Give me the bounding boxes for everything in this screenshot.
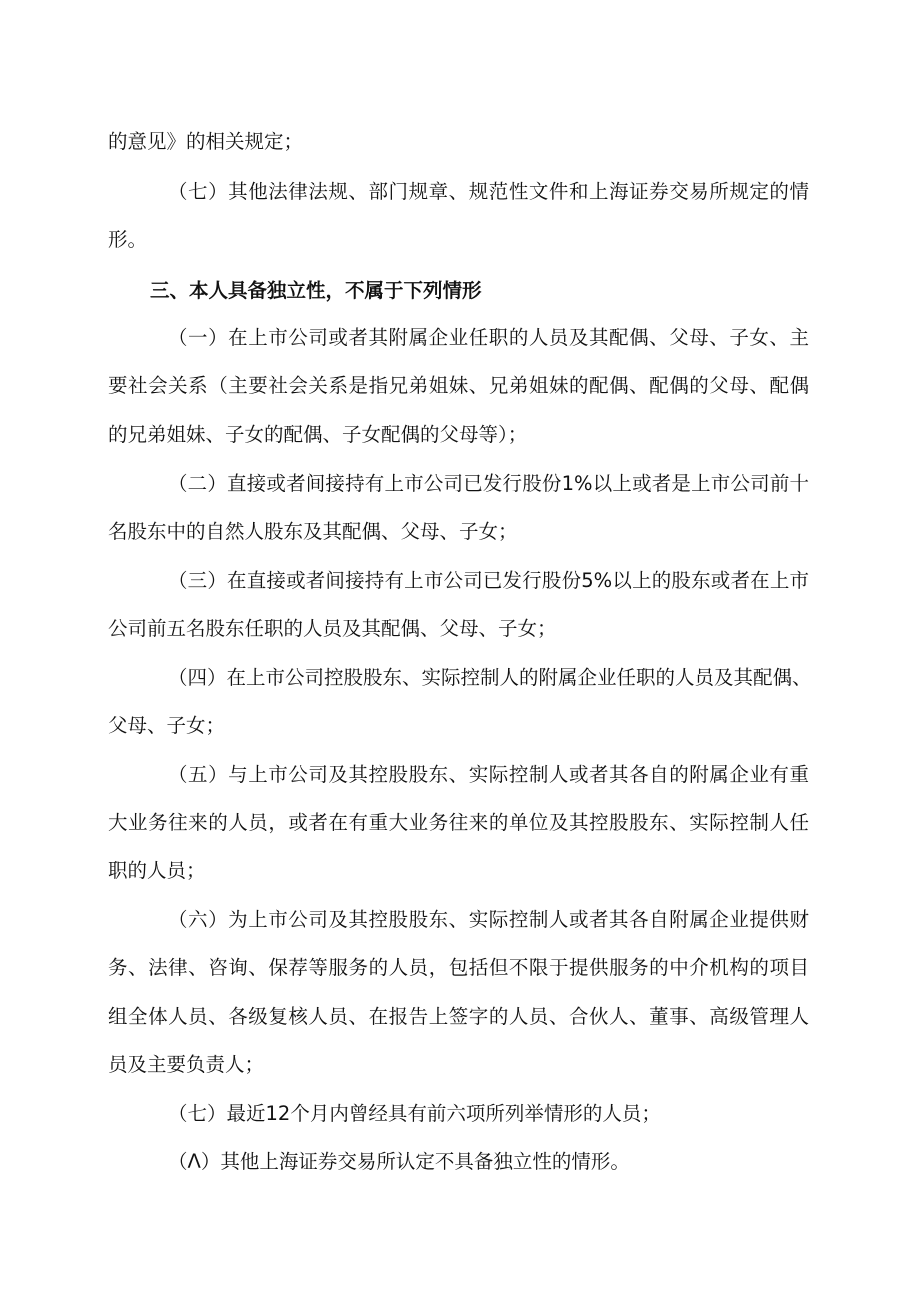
paragraph-item-5-line-3: 职的人员； [108,859,206,882]
paragraph-item-5-line-1: （五）与上市公司及其控股股东、实际控制人或者其各自的附属企业有重 [168,763,809,786]
text-line: 的意见》的相关规定； [108,130,304,153]
paragraph-item-2-line-1: （二）直接或者间接持有上市公司已发行股份1%以上或者是上市公司前十 [168,472,809,495]
paragraph-item-1-line-1: （一）在上市公司或者其附属企业任职的人员及其配偶、父母、子女、主 [168,326,809,349]
paragraph-item-3-line-1: （三）在直接或者间接持有上市公司已发行股份5%以上的股东或者在上市 [168,569,809,592]
paragraph-item-7-line-2: 形。 [108,228,148,251]
paragraph-item-4-line-1: （四）在上市公司控股股东、实际控制人的附属企业任职的人员及其配偶、 [168,666,812,689]
paragraph-item-6-line-2: 务、法律、咨询、保荐等服务的人员，包括但不限于提供服务的中介机构的项目 [108,956,809,979]
paragraph-item-1-line-3: 的兄弟姐妹、子女的配偶、子女配偶的父母等）； [108,423,528,446]
paragraph-item-8: （Λ）其他上海证券交易所认定不具备独立性的情形。 [168,1150,630,1173]
paragraph-item-6-line-1: （六）为上市公司及其控股股东、实际控制人或者其各自附属企业提供财 [168,908,809,931]
paragraph-item-4-line-2: 父母、子女； [108,714,226,737]
paragraph-item-7-line-1: （七）其他法律法规、部门规章、规范性文件和上海证券交易所规定的情 [168,180,809,203]
paragraph-item-1-line-2: 要社会关系（主要社会关系是指兄弟姐妹、兄弟姐妹的配偶、配偶的父母、配偶 [108,374,809,397]
paragraph-item-6-line-4: 员及主要负责人； [108,1053,265,1076]
paragraph-item-3-line-2: 公司前五名股东任职的人员及其配偶、父母、子女； [108,617,557,640]
paragraph-item-7b: （七）最近12个月内曾经具有前六项所列举情形的人员； [168,1102,661,1125]
paragraph-item-2-line-2: 名股东中的自然人股东及其配偶、父母、子女； [108,520,518,543]
section-heading: 三、本人具备独立性，不属于下列情形 [150,279,482,302]
paragraph-item-5-line-2: 大业务往来的人员，或者在有重大业务往来的单位及其控股股东、实际控制人任 [108,811,809,834]
paragraph-item-6-line-3: 组全体人员、各级复核人员、在报告上签字的人员、合伙人、董事、高级管理人 [108,1005,809,1028]
